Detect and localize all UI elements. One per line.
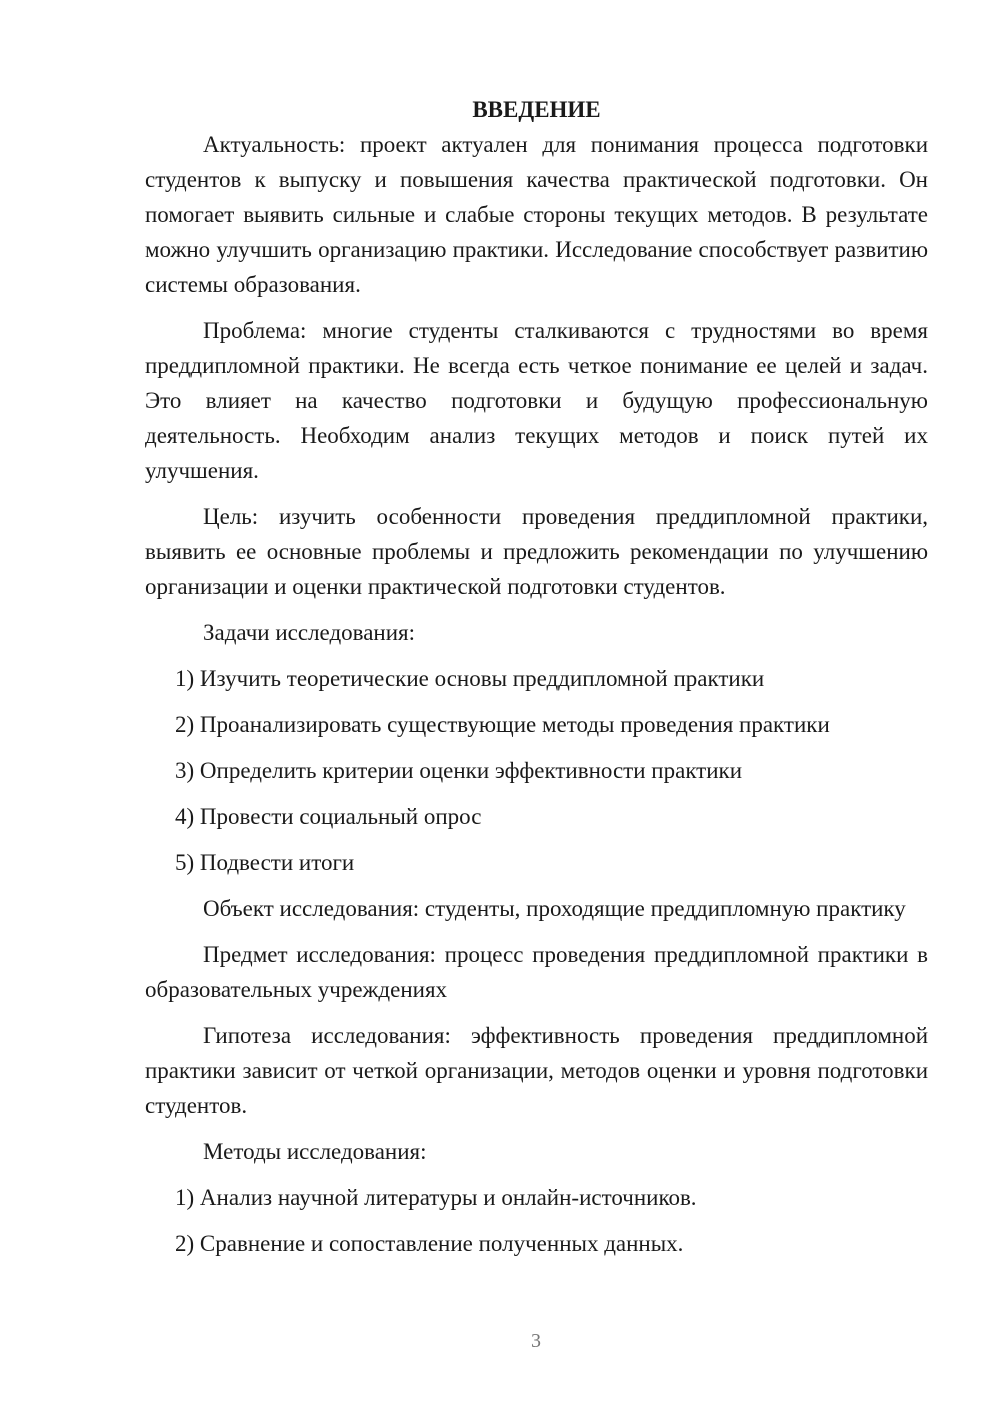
list-item: 4) Провести социальный опрос	[175, 804, 482, 829]
paragraph-hypothesis: Гипотеза исследования: эффективность проведения преддипломной практики зависит от четкой организации, методов оценки и уровня подготовки студентов.	[145, 1023, 928, 1118]
page-number: 3	[531, 1330, 541, 1352]
page-title: ВВЕДЕНИЕ	[472, 97, 601, 122]
paragraph-goal: Цель: изучить особенности проведения преддипломной практики, выявить ее основные проблемы и предложить рекомендации по улучшению организации и оценки практической подготовки студентов.	[145, 504, 928, 599]
paragraph-relevance: Актуальность: проект актуален для понимания процесса подготовки студентов к выпуску и повышения качества практической подготовки. Он помогает выявить сильные и слабые стороны текущих методов. В результате можно улучшить организацию практики. Исследование способствует развитию системы образования.	[145, 132, 928, 297]
tasks-heading: Задачи исследования:	[203, 620, 416, 645]
list-item: 1) Анализ научной литературы и онлайн-источников.	[175, 1185, 697, 1210]
paragraph-object: Объект исследования: студенты, проходящие преддипломную практику	[203, 896, 906, 921]
paragraph-problem: Проблема: многие студенты сталкиваются с трудностями во время преддипломной практики. Не всегда есть четкое понимание ее целей и задач. Это влияет на качество подготовки и будущую профессиональную деятельность. Необходим анализ текущих методов и поиск путей их улучшения.	[145, 318, 928, 483]
methods-list	[145, 1180, 928, 1261]
list-item: 2) Сравнение и сопоставление полученных данных.	[175, 1231, 684, 1256]
document-body	[145, 92, 928, 1261]
tasks-list	[145, 661, 928, 880]
list-item: 1) Изучить теоретические основы преддипломной практики	[175, 666, 765, 691]
paragraph-subject: Предмет исследования: процесс проведения преддипломной практики в образовательных учреждениях	[145, 942, 928, 1002]
methods-heading: Методы исследования:	[203, 1139, 427, 1164]
list-item: 5) Подвести итоги	[175, 850, 355, 875]
list-item: 2) Проанализировать существующие методы проведения практики	[175, 712, 830, 737]
list-item: 3) Определить критерии оценки эффективности практики	[175, 758, 743, 783]
